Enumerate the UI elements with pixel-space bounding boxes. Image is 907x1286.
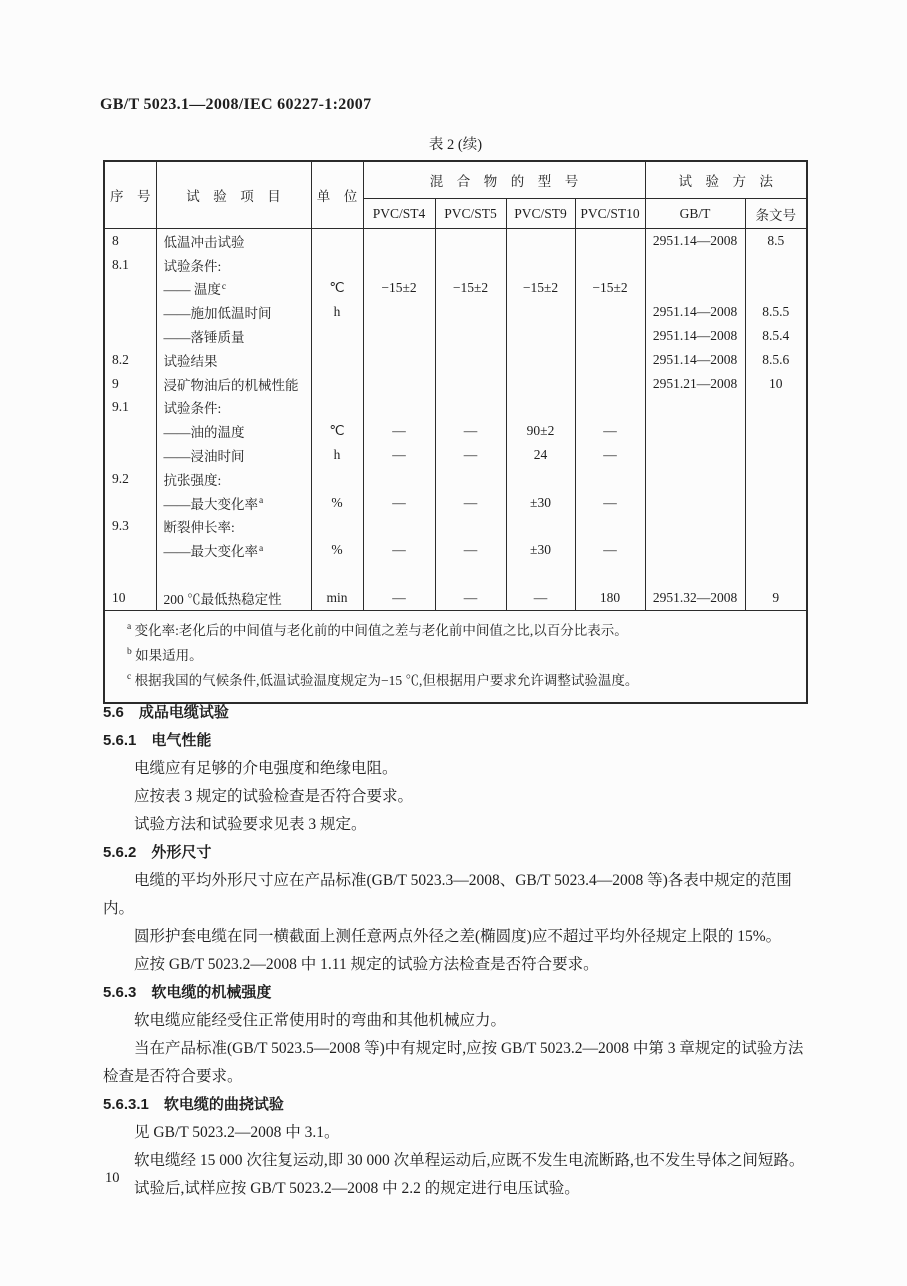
table-header [104,161,807,229]
cell-unit [311,253,363,277]
test-item-label: ——最大变化率 [163,544,258,560]
paragraph: 当在产品标准(GB/T 5023.5—2008 等)中有规定时,应按 GB/T 5023.2—2008 中第 3 章规定的试验方法检查是否符合要求。 [103,1040,804,1085]
col-header-seq: 序 号 [104,161,156,229]
cell-v3: 90±2 [506,419,575,443]
cell-v1 [363,372,435,396]
cell-item [156,467,311,491]
cell-v4: — [575,443,645,467]
cell-seq: 9.2 [104,467,156,491]
footnote-text: 如果适用。 [135,647,203,663]
test-item-label: —— 温度 [163,282,221,298]
cell-item [156,562,311,586]
table-row [104,586,807,610]
section-heading: 5.6.2 外形尺寸 [103,844,212,861]
paragraph: 圆形护套电缆在同一横截面上测任意两点外径之差(椭圆度)应不超过平均外径规定上限的 15%。 [134,928,782,945]
section-heading: 5.6 成品电缆试验 [103,704,229,721]
page-number: 10 [105,1170,120,1186]
footnote-text: 根据我国的气候条件,低温试验温度规定为−15 ℃,但根据用户要求允许调整试验温度。 [134,672,639,688]
cell-clause: 8.5.4 [745,324,807,348]
cell-v3 [506,300,575,324]
test-item-label: ——最大变化率 [163,496,258,512]
footnotes-cell [104,610,807,703]
table-title: 表 2 (续) [428,137,483,153]
cell-v2 [435,372,506,396]
cell-clause [745,491,807,515]
cell-seq [104,324,156,348]
cell-v3 [506,348,575,372]
table-row [104,515,807,539]
cell-v3 [506,562,575,586]
test-item-label: 试验条件: [163,258,222,274]
cell-v2: — [435,443,506,467]
cell-v1: — [363,443,435,467]
cell-v4: 180 [575,586,645,610]
cell-unit: h [311,300,363,324]
cell-clause [745,467,807,491]
cell-v3: −15±2 [506,277,575,301]
table-row [104,348,807,372]
footnote-marker: a [259,496,264,507]
cell-v3: ±30 [506,538,575,562]
paragraph: 应按 GB/T 5023.2—2008 中 1.11 规定的试验方法检查是否符合要求。 [134,956,599,973]
cell-seq [104,443,156,467]
cell-v2: — [435,419,506,443]
cell-item [156,396,311,420]
cell-v4 [575,348,645,372]
cell-v1: — [363,538,435,562]
cell-seq: 8.1 [104,253,156,277]
cell-clause [745,419,807,443]
section-heading: 5.6.3 软电缆的机械强度 [103,984,272,1001]
table-row [104,443,807,467]
cell-item [156,348,311,372]
table-row [104,277,807,301]
cell-seq [104,562,156,586]
table-row [104,396,807,420]
cell-v1: — [363,419,435,443]
test-item-label: 试验条件: [163,401,222,417]
cell-seq: 9 [104,372,156,396]
cell-unit [311,515,363,539]
cell-item [156,515,311,539]
sections [103,699,809,1203]
cell-v1 [363,300,435,324]
table-row [104,372,807,396]
cell-v4 [575,467,645,491]
cell-seq [104,538,156,562]
cell-v2 [435,300,506,324]
footnote-marker: a [127,622,132,633]
cell-unit: % [311,538,363,562]
cell-v2: −15±2 [435,277,506,301]
cell-v4 [575,372,645,396]
cell-gbt [645,467,745,491]
cell-seq [104,300,156,324]
paragraph: 应按表 3 规定的试验检查是否符合要求。 [134,788,414,805]
cell-v2 [435,324,506,348]
cell-v2 [435,253,506,277]
cell-item [156,253,311,277]
cell-v1 [363,253,435,277]
cell-clause: 10 [745,372,807,396]
col-header-pvc-st5: PVC/ST5 [435,199,506,229]
cell-unit [311,396,363,420]
table-row [104,491,807,515]
table-row [104,300,807,324]
cell-unit [311,324,363,348]
table-footnotes [104,610,807,703]
footnote-marker: c [127,672,132,683]
footnote-marker: a [259,543,264,554]
cell-gbt [645,253,745,277]
table-row [104,419,807,443]
col-group-test-method: 试 验 方 法 [645,161,807,199]
cell-item [156,443,311,467]
cell-gbt: 2951.21—2008 [645,372,745,396]
cell-clause [745,538,807,562]
cell-v4: — [575,491,645,515]
cell-v2 [435,348,506,372]
cell-v3 [506,229,575,253]
footnotes-row [104,610,807,703]
cell-v4: — [575,419,645,443]
table-footnote [126,618,796,643]
col-header-unit: 单 位 [311,161,363,229]
table-2-continued [103,160,808,704]
cell-v4 [575,324,645,348]
cell-unit [311,348,363,372]
col-header-item: 试 验 项 目 [156,161,311,229]
cell-clause [745,253,807,277]
footnote-marker: b [127,647,132,658]
table-footnote [126,643,796,668]
cell-clause: 9 [745,586,807,610]
test-item-label: 断裂伸长率: [163,520,235,536]
cell-clause: 8.5.6 [745,348,807,372]
cell-v1 [363,515,435,539]
col-header-gbt: GB/T [645,199,745,229]
cell-item [156,324,311,348]
table-row [104,253,807,277]
cell-v2 [435,229,506,253]
cell-seq: 8 [104,229,156,253]
cell-v2 [435,562,506,586]
cell-v4 [575,515,645,539]
cell-clause: 8.5.5 [745,300,807,324]
cell-v1 [363,229,435,253]
cell-seq [104,419,156,443]
cell-seq [104,491,156,515]
cell-v3: — [506,586,575,610]
cell-seq: 10 [104,586,156,610]
cell-v3 [506,515,575,539]
paragraph: 软电缆经 15 000 次往复运动,即 30 000 次单程运动后,应既不发生电流断路,也不发生导体之间短路。 [134,1152,805,1169]
test-item-label: ——油的温度 [163,425,245,441]
col-header-clause: 条文号 [745,199,807,229]
col-group-mixture-type: 混 合 物 的 型 号 [363,161,645,199]
cell-v4 [575,562,645,586]
cell-unit: ℃ [311,419,363,443]
footnote-marker: c [221,281,227,292]
standard-number-header: GB/T 5023.1—2008/IEC 60227-1:2007 [100,96,372,113]
cell-unit: ℃ [311,277,363,301]
cell-item [156,491,311,515]
cell-gbt [645,538,745,562]
cell-v3: ±30 [506,491,575,515]
cell-unit: min [311,586,363,610]
section-heading: 5.6.1 电气性能 [103,732,212,749]
cell-v4 [575,229,645,253]
test-item-label: 低温冲击试验 [163,234,245,250]
cell-v1 [363,324,435,348]
cell-v2: — [435,586,506,610]
cell-v1 [363,396,435,420]
cell-unit [311,562,363,586]
cell-v1 [363,348,435,372]
cell-unit: h [311,443,363,467]
cell-v3 [506,253,575,277]
table-footnote [126,668,796,693]
cell-v4: −15±2 [575,277,645,301]
col-header-pvc-st9: PVC/ST9 [506,199,575,229]
cell-unit [311,372,363,396]
cell-gbt: 2951.14—2008 [645,229,745,253]
cell-clause [745,277,807,301]
table-row [104,229,807,253]
cell-gbt [645,562,745,586]
cell-v2: — [435,491,506,515]
paragraph: 电缆应有足够的介电强度和绝缘电阻。 [134,760,398,777]
cell-item [156,277,311,301]
cell-seq: 9.3 [104,515,156,539]
cell-v3 [506,372,575,396]
cell-gbt [645,491,745,515]
cell-item [156,229,311,253]
cell-clause [745,443,807,467]
cell-seq: 8.2 [104,348,156,372]
cell-v2 [435,467,506,491]
cell-gbt: 2951.32—2008 [645,586,745,610]
cell-v1: — [363,491,435,515]
paragraph: 电缆的平均外形尺寸应在产品标准(GB/T 5023.3—2008、GB/T 5023.4—2008 等)各表中规定的范围内。 [103,872,792,917]
cell-v1: — [363,586,435,610]
cell-gbt: 2951.14—2008 [645,348,745,372]
cell-v3 [506,324,575,348]
cell-v3 [506,467,575,491]
test-item-label: ——施加低温时间 [163,306,272,322]
cell-item [156,586,311,610]
cell-v2 [435,396,506,420]
col-header-pvc-st4: PVC/ST4 [363,199,435,229]
cell-seq [104,277,156,301]
cell-v1: −15±2 [363,277,435,301]
test-item-label: ——浸油时间 [163,449,245,465]
cell-v1 [363,467,435,491]
paragraph: 见 GB/T 5023.2—2008 中 3.1。 [134,1124,340,1141]
paragraph: 试验方法和试验要求见表 3 规定。 [134,816,367,833]
cell-gbt [645,515,745,539]
cell-item [156,538,311,562]
test-item-label: 试验结果 [163,353,218,369]
cell-v3 [506,396,575,420]
table-row [104,562,807,586]
cell-clause [745,515,807,539]
cell-item [156,372,311,396]
footnote-text: 变化率:老化后的中间值与老化前的中间值之差与老化前中间值之比,以百分比表示。 [134,622,628,638]
paragraph: 软电缆应能经受住正常使用时的弯曲和其他机械应力。 [134,1012,507,1029]
test-item-label: 抗张强度: [163,472,222,488]
cell-gbt [645,419,745,443]
cell-unit [311,467,363,491]
cell-v2: — [435,538,506,562]
cell-v4 [575,300,645,324]
cell-unit: % [311,491,363,515]
cell-gbt: 2951.14—2008 [645,300,745,324]
cell-v2 [435,515,506,539]
table-row [104,324,807,348]
cell-clause [745,396,807,420]
col-header-pvc-st10: PVC/ST10 [575,199,645,229]
test-item-label: 200 ℃最低热稳定性 [163,592,282,608]
test-item-label: 浸矿物油后的机械性能 [163,377,299,393]
test-item-label: ——落锤质量 [163,330,245,346]
cell-v4 [575,253,645,277]
cell-clause: 8.5 [745,229,807,253]
cell-unit [311,229,363,253]
section-heading: 5.6.3.1 软电缆的曲挠试验 [103,1096,284,1113]
cell-v4: — [575,538,645,562]
table-row [104,467,807,491]
cell-clause [745,562,807,586]
cell-gbt: 2951.14—2008 [645,324,745,348]
cell-v4 [575,396,645,420]
cell-item [156,300,311,324]
paragraph: 试验后,试样应按 GB/T 5023.2—2008 中 2.2 的规定进行电压试验。 [134,1180,580,1197]
cell-item [156,419,311,443]
cell-gbt [645,443,745,467]
cell-v3: 24 [506,443,575,467]
table-row [104,538,807,562]
cell-gbt [645,396,745,420]
cell-v1 [363,562,435,586]
table-body [104,229,807,611]
cell-seq: 9.1 [104,396,156,420]
cell-gbt [645,277,745,301]
